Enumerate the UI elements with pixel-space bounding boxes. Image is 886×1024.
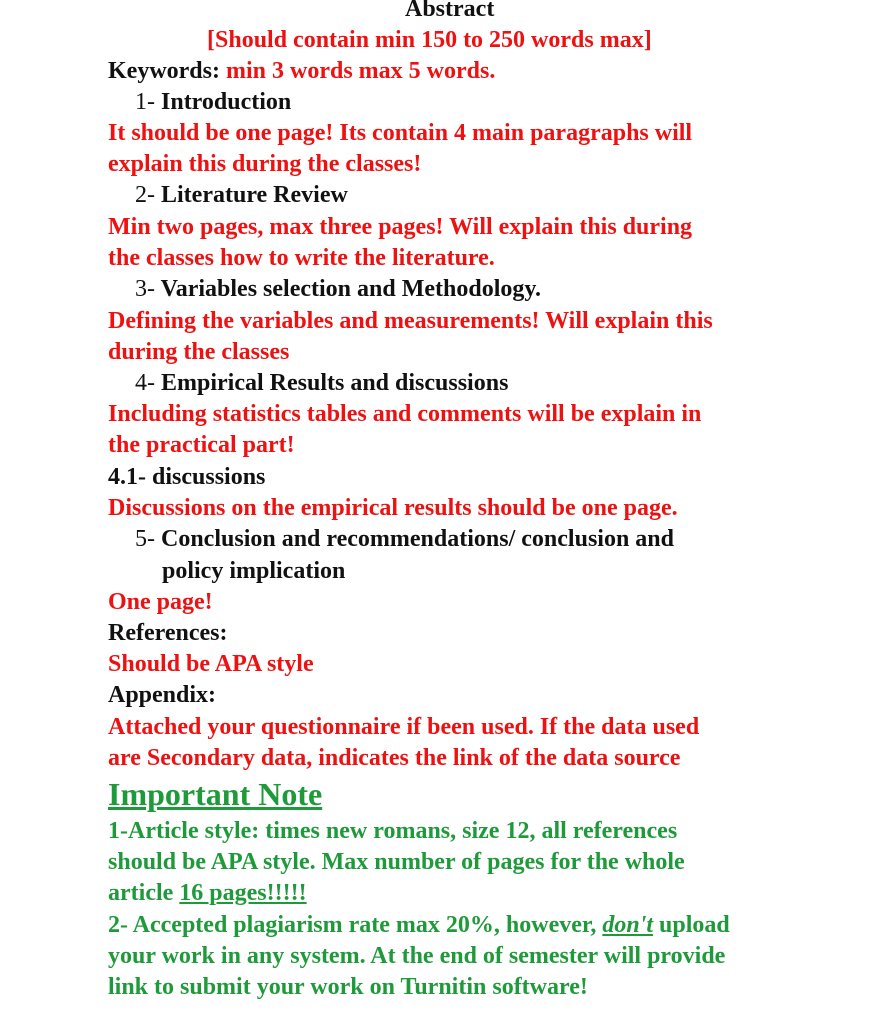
important-note-title: Important Note — [108, 776, 323, 812]
section-heading-introduction — [135, 87, 291, 118]
section-heading-literature — [135, 180, 348, 211]
appendix-note-line1: Attached your questionnaire if been used. If the data used — [108, 714, 700, 740]
important-note2-line1 — [108, 910, 730, 941]
section-title: Conclusion and recommendations/ conclusion and — [161, 526, 674, 552]
important-note2-suffix: upload — [653, 912, 730, 938]
section-title: Introduction — [161, 89, 292, 115]
abstract-requirement: [Should contain min 150 to 250 words max] — [207, 27, 652, 53]
keywords-label: Keywords: — [108, 58, 220, 84]
section-number: 3- — [135, 276, 155, 302]
section-heading-conclusion-cont: policy implication — [162, 558, 346, 584]
section-number: 2- — [135, 182, 155, 208]
important-note2-prefix: 2- Accepted plagiarism rate max 20%, however, — [108, 912, 603, 938]
section-title: Literature Review — [161, 182, 348, 208]
page-limit-emphasis: 16 pages!!!!! — [179, 880, 307, 906]
section-number: 4- — [135, 370, 155, 396]
introduction-note-line2: explain this during the classes! — [108, 151, 422, 177]
important-note1-line2: should be APA style. Max number of pages for the whole — [108, 849, 685, 875]
keywords-requirement: min 3 words max 5 words. — [225, 58, 496, 84]
section-title: Variables selection and Methodology. — [160, 276, 542, 302]
abstract-title: Abstract — [405, 0, 495, 22]
section-heading-discussions: 4.1- discussions — [108, 464, 266, 490]
appendix-note-line2: are Secondary data, indicates the link of the data source — [108, 745, 681, 771]
introduction-note-line1: It should be one page! Its contain 4 main paragraphs will — [108, 120, 693, 146]
results-note-line2: the practical part! — [108, 432, 295, 458]
section-heading-variables — [135, 274, 541, 305]
section-number: 5- — [135, 526, 155, 552]
variables-note-line1: Defining the variables and measurements! Will explain this — [108, 308, 713, 334]
important-note2-line3: link to submit your work on Turnitin software! — [108, 974, 588, 1000]
literature-note-line1: Min two pages, max three pages! Will explain this during — [108, 214, 693, 240]
important-note1-prefix: article — [108, 880, 180, 906]
section-heading-appendix: Appendix: — [108, 682, 217, 708]
variables-note-line2: during the classes — [108, 339, 290, 365]
important-note2-line2: your work in any system. At the end of semester will provide — [108, 943, 726, 969]
keywords-line — [108, 56, 495, 87]
section-heading-references: References: — [108, 620, 228, 646]
results-note-line1: Including statistics tables and comments will be explain in — [108, 401, 702, 427]
references-note: Should be APA style — [108, 651, 314, 677]
section-heading-conclusion — [135, 524, 674, 555]
section-heading-results — [135, 368, 508, 399]
discussions-note: Discussions on the empirical results should be one page. — [108, 495, 678, 521]
section-title: Empirical Results and discussions — [161, 370, 509, 396]
dont-emphasis: don't — [602, 912, 654, 938]
conclusion-note: One page! — [108, 589, 213, 615]
important-note1-line1: 1-Article style: times new romans, size 12, all references — [108, 818, 678, 844]
section-number: 1- — [135, 89, 155, 115]
literature-note-line2: the classes how to write the literature. — [108, 245, 495, 271]
important-note1-line3 — [108, 878, 307, 909]
